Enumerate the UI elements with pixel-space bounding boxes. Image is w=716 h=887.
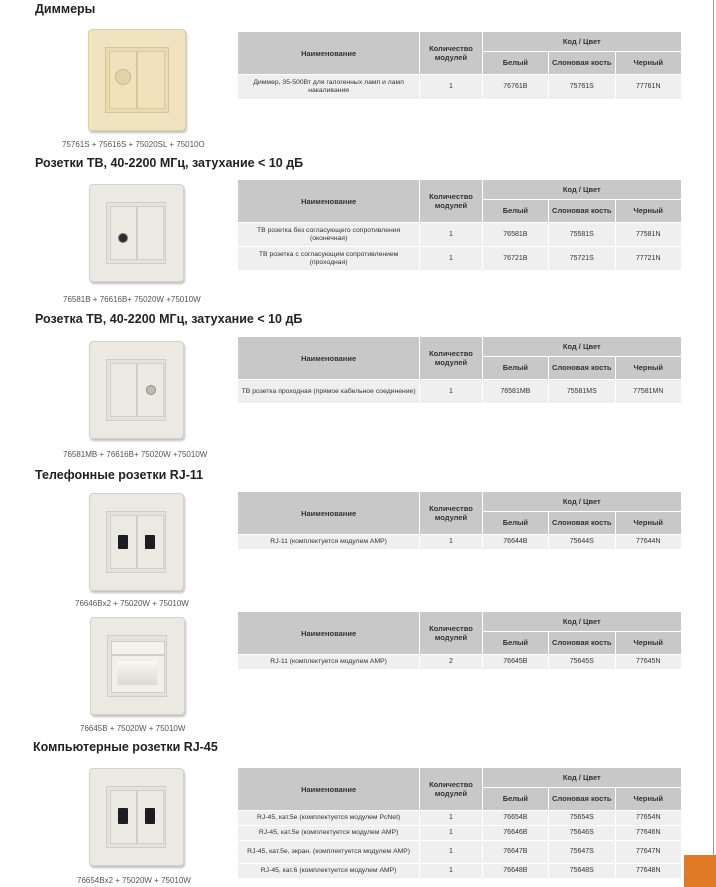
table-row <box>238 535 681 549</box>
rj11-double-spec-table <box>237 611 682 670</box>
row-qty: 1 <box>420 826 481 840</box>
row-black: 77645N <box>616 655 681 669</box>
row-ivory: 75761S <box>549 75 614 99</box>
col-qty-header: Количество модулей <box>420 768 481 810</box>
col-qty-header: Количество модулей <box>420 492 481 534</box>
col-code-color-header: Код / Цвет <box>483 612 681 631</box>
col-ivory-header: Слоновая кость <box>549 200 614 222</box>
col-ivory-header: Слоновая кость <box>549 788 614 810</box>
row-black: 77648N <box>616 864 681 878</box>
row-name: RJ-45, кат.5е, экран. (комплектуется модулем AMP) <box>238 841 419 863</box>
row-white: 76581MB <box>483 380 548 403</box>
row-black: 77646N <box>616 826 681 840</box>
col-black-header: Черный <box>616 52 681 74</box>
col-ivory-header: Слоновая кость <box>549 512 614 534</box>
col-qty-header: Количество модулей <box>420 337 481 379</box>
tv-passthrough-caption: 76581MB + 76616B+ 75020W +75010W <box>63 450 208 459</box>
col-white-header: Белый <box>483 200 548 222</box>
row-black: 77581MN <box>616 380 681 403</box>
tv-socket-spec-table <box>237 179 682 271</box>
col-black-header: Черный <box>616 357 681 379</box>
table-row <box>238 826 681 840</box>
row-black: 77761N <box>616 75 681 99</box>
rj11-caption: 76646Bx2 + 75020W + 75010W <box>75 599 189 608</box>
col-white-header: Белый <box>483 788 548 810</box>
row-ivory: 75644S <box>549 535 614 549</box>
row-qty: 1 <box>420 864 481 878</box>
table-row <box>238 247 681 270</box>
row-qty: 2 <box>420 655 481 669</box>
rj45-caption: 76654Bx2 + 75020W + 75010W <box>77 876 191 885</box>
row-white: 76644B <box>483 535 548 549</box>
row-ivory: 75721S <box>549 247 614 270</box>
col-code-color-header: Код / Цвет <box>483 492 681 511</box>
row-ivory: 75648S <box>549 864 614 878</box>
row-ivory: 75646S <box>549 826 614 840</box>
col-qty-header: Количество модулей <box>420 32 481 74</box>
table-row <box>238 380 681 403</box>
table-row <box>238 223 681 246</box>
rj-socket-icon <box>89 493 183 591</box>
row-ivory: 75647S <box>549 841 614 863</box>
col-qty-header: Количество модулей <box>420 612 481 654</box>
dimmer-socket-icon <box>88 29 184 131</box>
row-white: 76581B <box>483 223 548 246</box>
col-name-header: Наименование <box>238 180 419 222</box>
col-code-color-header: Код / Цвет <box>483 337 681 356</box>
row-white: 76721B <box>483 247 548 270</box>
row-qty: 1 <box>420 223 481 246</box>
row-black: 77647N <box>616 841 681 863</box>
tv-socket-icon <box>89 184 183 282</box>
row-black: 77654N <box>616 811 681 825</box>
section-title-tv-sockets: Розетки ТВ, 40-2200 МГц, затухание < 10 дБ <box>35 156 304 170</box>
table-row <box>238 75 681 99</box>
row-ivory: 75581S <box>549 223 614 246</box>
dimmer-caption: 75761S + 75616S + 75020SL + 75010O <box>62 140 205 149</box>
col-white-header: Белый <box>483 512 548 534</box>
row-name: RJ-45, кат.5е (комплектуется модулем PcNet) <box>238 811 419 825</box>
rj-socket-icon <box>90 617 184 715</box>
page-edge-divider <box>713 0 714 855</box>
row-name: RJ-45, кат.6 (комплектуется модулем AMP) <box>238 864 419 878</box>
col-white-header: Белый <box>483 632 548 654</box>
col-black-header: Черный <box>616 632 681 654</box>
row-name: ТВ розетка с согласующим сопротивлением (проходная) <box>238 247 419 270</box>
col-code-color-header: Код / Цвет <box>483 768 681 787</box>
row-qty: 1 <box>420 75 481 99</box>
row-white: 76646B <box>483 826 548 840</box>
col-ivory-header: Слоновая кость <box>549 52 614 74</box>
col-black-header: Черный <box>616 788 681 810</box>
row-qty: 1 <box>420 841 481 863</box>
row-white: 76761B <box>483 75 548 99</box>
col-black-header: Черный <box>616 200 681 222</box>
col-code-color-header: Код / Цвет <box>483 32 681 51</box>
col-name-header: Наименование <box>238 337 419 379</box>
tv-socket-caption: 76581B + 76616B+ 75020W +75010W <box>63 295 201 304</box>
table-row <box>238 655 681 669</box>
rj11-double-caption: 76645B + 75020W + 75010W <box>80 724 186 733</box>
row-qty: 1 <box>420 535 481 549</box>
section-title-rj45: Компьютерные розетки RJ-45 <box>33 740 218 754</box>
row-black: 77721N <box>616 247 681 270</box>
table-row <box>238 864 681 878</box>
row-name: Диммер, 35-500Вт для галогенных ламп и ламп накаливания <box>238 75 419 99</box>
section-title-dimmers: Диммеры <box>35 2 96 16</box>
row-white: 76647B <box>483 841 548 863</box>
col-black-header: Черный <box>616 512 681 534</box>
row-black: 77644N <box>616 535 681 549</box>
col-white-header: Белый <box>483 357 548 379</box>
dimmer-spec-table <box>237 31 682 100</box>
row-ivory: 75654S <box>549 811 614 825</box>
table-row <box>238 841 681 863</box>
col-name-header: Наименование <box>238 32 419 74</box>
col-white-header: Белый <box>483 52 548 74</box>
row-black: 77581N <box>616 223 681 246</box>
row-name: ТВ розетка без согласующего сопротивления (оконечная) <box>238 223 419 246</box>
tv-passthrough-spec-table <box>237 336 682 404</box>
row-white: 76654B <box>483 811 548 825</box>
row-ivory: 75581MS <box>549 380 614 403</box>
section-title-tv-passthrough: Розетка ТВ, 40-2200 МГц, затухание < 10 дБ <box>35 312 303 326</box>
row-name: RJ-11 (комплектуется модулем AMP) <box>238 655 419 669</box>
col-code-color-header: Код / Цвет <box>483 180 681 199</box>
row-white: 76645B <box>483 655 548 669</box>
col-qty-header: Количество модулей <box>420 180 481 222</box>
row-qty: 1 <box>420 811 481 825</box>
rj-socket-icon <box>89 768 183 866</box>
col-ivory-header: Слоновая кость <box>549 357 614 379</box>
row-qty: 1 <box>420 247 481 270</box>
table-row <box>238 811 681 825</box>
row-ivory: 75645S <box>549 655 614 669</box>
row-name: ТВ розетка проходная (прямое кабельное соединение) <box>238 380 419 403</box>
col-name-header: Наименование <box>238 612 419 654</box>
col-ivory-header: Слоновая кость <box>549 632 614 654</box>
row-white: 76648B <box>483 864 548 878</box>
rj45-spec-table <box>237 767 682 879</box>
tv-socket-icon <box>89 341 183 439</box>
col-name-header: Наименование <box>238 492 419 534</box>
section-title-rj11: Телефонные розетки RJ-11 <box>35 468 204 482</box>
col-name-header: Наименование <box>238 768 419 810</box>
row-name: RJ-11 (комплектуется модулем AMP) <box>238 535 419 549</box>
page-corner-accent <box>684 855 716 887</box>
rj11-spec-table <box>237 491 682 550</box>
row-qty: 1 <box>420 380 481 403</box>
row-name: RJ-45, кат.5е (комплектуется модулем AMP) <box>238 826 419 840</box>
